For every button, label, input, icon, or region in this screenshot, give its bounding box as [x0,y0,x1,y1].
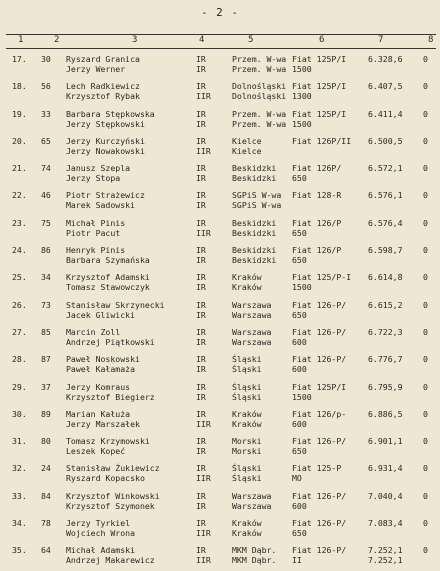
table-row [0,516,440,543]
driver-name: Ryszard Granica [66,54,140,64]
driver-class: IR [196,326,206,337]
driver-class: IR [196,518,206,529]
start-number: 56 [41,81,51,92]
co-driver-class: IR [196,64,206,74]
driver-class: IR [196,299,206,310]
co-driver-name: Jerzy Stopa [66,173,121,184]
position-number: 20. [12,135,27,146]
engine-capacity: 650 [292,255,307,266]
co-driver-name: Krzysztof Biegierz [66,391,155,402]
position-number: 25. [12,272,27,283]
car-model: Fiat 126-P/ [292,354,347,365]
start-number: 24 [41,463,51,474]
page-number: - 2 - [200,6,240,19]
table-row [0,543,440,570]
engine-capacity: MO [292,473,302,484]
position-number: 22. [12,190,27,201]
driver-class: IR [196,108,206,119]
driver-class: IR [196,135,206,146]
driver-name: Jerzy Kurczyński [66,135,145,146]
result-time: 7.083,4 [368,518,403,529]
car-model: Fiat 126-P/ [292,545,347,556]
co-driver-class: IIR [196,227,211,238]
results-table [0,52,440,571]
column-header-6: 6 [319,35,325,45]
driver-club: Śląski [232,381,262,392]
driver-name: Marian Kałuża [66,408,131,419]
co-driver-class: IR [196,309,206,320]
co-driver-club: Warszawa [232,500,272,511]
co-driver-club: Kielce [232,145,262,156]
result-time-secondary: 7.252,1 [368,555,403,566]
co-driver-class: IR [196,391,206,402]
driver-club: Przem. W-wa [232,108,287,119]
driver-name: Jerzy Komraus [66,381,131,392]
penalty-points: 0 [423,518,428,529]
co-driver-class: IR [196,336,206,347]
driver-class: IR [196,408,206,419]
driver-club: Przem. W-wa [232,54,287,64]
penalty-points: 0 [423,354,428,365]
co-driver-club: Warszawa [232,336,272,347]
engine-capacity: 1500 [292,282,312,293]
co-driver-name: Jerzy Marszałek [66,418,140,429]
engine-capacity: 650 [292,309,307,320]
driver-class: IR [196,490,206,501]
driver-club: Beskidzki [232,163,277,174]
result-time: 7.040,4 [368,490,403,501]
position-number: 31. [12,436,27,447]
co-driver-name: Andrzej Piątkowski [66,336,155,347]
driver-name: Piotr Strażewicz [66,190,145,201]
car-model: Fiat 125P/I [292,381,347,392]
start-number: 78 [41,518,51,529]
table-row [0,134,440,161]
start-number: 89 [41,408,51,419]
driver-club: Śląski [232,354,262,365]
table-row [0,407,440,434]
driver-class: IR [196,354,206,365]
column-header-row [6,34,436,49]
driver-name: Michał Pinis [66,217,126,228]
column-header-4: 4 [199,35,205,45]
driver-club: SGPiS W-wa [232,190,282,201]
driver-club: Beskidzki [232,217,277,228]
co-driver-club: Śląski [232,391,262,402]
column-header-5: 5 [248,35,254,45]
driver-club: Kraków [232,272,262,283]
result-time: 6.572,1 [368,163,403,174]
co-driver-club: Śląski [232,364,262,375]
co-driver-club: Beskidzki [232,255,277,266]
engine-capacity: 650 [292,173,307,184]
penalty-points: 0 [423,326,428,337]
co-driver-club: Morski [232,446,262,457]
position-number: 28. [12,354,27,365]
driver-name: Lech Radkiewicz [66,81,140,92]
driver-name: Stanisław Żukiewicz [66,463,160,474]
penalty-points: 0 [423,163,428,174]
co-driver-club: MKM Dąbr. [232,555,277,566]
position-number: 27. [12,326,27,337]
co-driver-class: IR [196,200,206,211]
table-row [0,489,440,516]
position-number: 32. [12,463,27,474]
co-driver-name: Barbara Szymańska [66,255,150,266]
table-row [0,79,440,106]
car-model: Fiat 126-P/ [292,299,347,310]
engine-capacity: 1500 [292,118,312,129]
start-number: 75 [41,217,51,228]
car-model: Fiat 126P/II [292,135,352,146]
start-number: 74 [41,163,51,174]
driver-class: IR [196,190,206,201]
driver-name: Paweł Noskowski [66,354,140,365]
co-driver-class: IR [196,446,206,457]
driver-club: Warszawa [232,299,272,310]
co-driver-class: IR [196,282,206,293]
co-driver-name: Krzysztof Rybak [66,91,140,102]
column-header-2: 2 [54,35,60,45]
engine-capacity: 600 [292,364,307,375]
co-driver-name: Jerzy Stępkowski [66,118,145,129]
start-number: 33 [41,108,51,119]
penalty-points: 0 [423,245,428,256]
penalty-points: 0 [423,490,428,501]
car-model: Fiat 125/P-I [292,272,352,283]
result-time: 6.722,3 [368,326,403,337]
engine-capacity: 1500 [292,64,312,74]
co-driver-class: IIR [196,555,211,566]
result-time: 6.886,5 [368,408,403,419]
position-number: 35. [12,545,27,556]
driver-name: Henryk Pinis [66,245,126,256]
start-number: 64 [41,545,51,556]
engine-capacity: 650 [292,446,307,457]
driver-name: Marcin Zoll [66,326,121,337]
start-number: 73 [41,299,51,310]
co-driver-name: Paweł Kałamaża [66,364,136,375]
start-number: 34 [41,272,51,283]
start-number: 37 [41,381,51,392]
table-row [0,434,440,461]
table-row [0,380,440,407]
car-model: Fiat 128-R [292,190,342,201]
car-model: Fiat 126P/ [292,163,342,174]
co-driver-name: Piotr Pacut [66,227,121,238]
driver-name: Jerzy Tyrkiel [66,518,131,529]
driver-name: Janusz Szepla [66,163,131,174]
engine-capacity: 600 [292,336,307,347]
car-model: Fiat 126-P/ [292,490,347,501]
engine-capacity: 1500 [292,391,312,402]
engine-capacity: 1300 [292,91,312,102]
driver-club: Kielce [232,135,262,146]
car-model: Fiat 126-P/ [292,326,347,337]
co-driver-name: Jacek Gliwicki [66,309,136,320]
position-number: 21. [12,163,27,174]
position-number: 19. [12,108,27,119]
driver-club: Beskidzki [232,245,277,256]
co-driver-name: Leszek Kopeć [66,446,126,457]
co-driver-club: Kraków [232,282,262,293]
driver-class: IR [196,272,206,283]
start-number: 46 [41,190,51,201]
co-driver-name: Jerzy Nowakowski [66,145,145,156]
penalty-points: 0 [423,272,428,283]
driver-class: IR [196,81,206,92]
driver-class: IR [196,436,206,447]
driver-class: IR [196,545,206,556]
penalty-points: 0 [423,54,428,64]
position-number: 30. [12,408,27,419]
position-number: 17. [12,54,27,64]
result-time: 6.328,6 [368,54,403,64]
driver-class: IR [196,54,206,64]
result-time: 6.598,7 [368,245,403,256]
penalty-points: 0 [423,135,428,146]
result-time: 6.615,2 [368,299,403,310]
table-row [0,188,440,215]
co-driver-club: Śląski [232,473,262,484]
co-driver-class: IIR [196,145,211,156]
result-time: 7.252,1 [368,545,403,556]
position-number: 18. [12,81,27,92]
driver-name: Tomasz Krzymowski [66,436,150,447]
co-driver-name: Wojciech Wrona [66,528,136,539]
co-driver-club: Przem. W-wa [232,64,287,74]
position-number: 29. [12,381,27,392]
penalty-points: 0 [423,190,428,201]
driver-name: Krzysztof Adamski [66,272,150,283]
result-time: 6.901,1 [368,436,403,447]
car-model: Fiat 126/P [292,217,342,228]
co-driver-name: Andrzej Makarewicz [66,555,155,566]
penalty-points: 0 [423,81,428,92]
co-driver-name: Krzysztof Szymonek [66,500,155,511]
co-driver-club: Kraków [232,418,262,429]
penalty-points: 0 [423,436,428,447]
result-time: 6.411,4 [368,108,403,119]
driver-class: IR [196,217,206,228]
position-number: 24. [12,245,27,256]
co-driver-class: IR [196,255,206,266]
start-number: 84 [41,490,51,501]
start-number: 86 [41,245,51,256]
table-row [0,216,440,243]
co-driver-name: Ryszard Kopacsko [66,473,145,484]
co-driver-club: Warszawa [232,309,272,320]
driver-class: IR [196,463,206,474]
start-number: 85 [41,326,51,337]
table-row [0,325,440,352]
penalty-points: 0 [423,545,428,556]
co-driver-class: IIR [196,473,211,484]
co-driver-class: IR [196,173,206,184]
car-model: Fiat 125P/I [292,54,347,64]
car-model: Fiat 126-P/ [292,518,347,529]
driver-name: Michał Adamski [66,545,136,556]
position-number: 34. [12,518,27,529]
table-row [0,270,440,297]
start-number: 65 [41,135,51,146]
driver-class: IR [196,245,206,256]
car-model: Fiat 126/P [292,245,342,256]
column-header-3: 3 [132,35,138,45]
column-header-7: 7 [378,35,384,45]
car-model: Fiat 126-P/ [292,436,347,447]
table-row [0,461,440,488]
co-driver-name: Marek Sadowski [66,200,136,211]
driver-class: IR [196,381,206,392]
result-time: 6.776,7 [368,354,403,365]
co-driver-name: Tomasz Stawowczyk [66,282,150,293]
result-time: 6.576,1 [368,190,403,201]
penalty-points: 0 [423,108,428,119]
penalty-points: 0 [423,381,428,392]
result-time: 6.576,4 [368,217,403,228]
driver-name: Stanisław Skrzynecki [66,299,165,310]
co-driver-club: Dolnośląski [232,91,287,102]
table-row [0,107,440,134]
co-driver-name: Jerzy Werner [66,64,126,74]
driver-club: Morski [232,436,262,447]
penalty-points: 0 [423,408,428,419]
position-number: 23. [12,217,27,228]
engine-capacity: 600 [292,418,307,429]
result-time: 6.795,9 [368,381,403,392]
column-header-8: 8 [428,35,434,45]
penalty-points: 0 [423,217,428,228]
penalty-points: 0 [423,299,428,310]
result-time: 6.500,5 [368,135,403,146]
co-driver-class: IIR [196,528,211,539]
co-driver-class: IR [196,364,206,375]
co-driver-club: Kraków [232,528,262,539]
result-time: 6.407,5 [368,81,403,92]
driver-club: Warszawa [232,326,272,337]
start-number: 30 [41,54,51,64]
result-time: 6.614,8 [368,272,403,283]
penalty-points: 0 [423,463,428,474]
engine-capacity: II [292,555,302,566]
car-model: Fiat 126/p- [292,408,347,419]
co-driver-class: IR [196,500,206,511]
car-model: Fiat 125P/I [292,108,347,119]
engine-capacity: 600 [292,500,307,511]
start-number: 80 [41,436,51,447]
position-number: 33. [12,490,27,501]
column-header-1: 1 [18,35,24,45]
table-row [0,52,440,79]
driver-club: Kraków [232,408,262,419]
driver-name: Krzysztof Winkowski [66,490,160,501]
table-row [0,352,440,379]
driver-club: Warszawa [232,490,272,501]
driver-name: Barbara Stępkowska [66,108,155,119]
co-driver-class: IR [196,118,206,129]
co-driver-class: IIR [196,91,211,102]
engine-capacity: 650 [292,227,307,238]
co-driver-club: SGPiS W-wa [232,200,282,211]
position-number: 26. [12,299,27,310]
driver-club: MKM Dąbr. [232,545,277,556]
engine-capacity: 650 [292,528,307,539]
co-driver-class: IIR [196,418,211,429]
driver-club: Kraków [232,518,262,529]
driver-class: IR [196,163,206,174]
driver-club: Śląski [232,463,262,474]
co-driver-club: Przem. W-wa [232,118,287,129]
result-time: 6.931,4 [368,463,403,474]
car-model: Fiat 125P/I [292,81,347,92]
co-driver-club: Beskidzki [232,227,277,238]
co-driver-club: Beskidzki [232,173,277,184]
table-row [0,161,440,188]
driver-club: Dolnośląski [232,81,287,92]
table-row [0,298,440,325]
start-number: 87 [41,354,51,365]
table-row [0,243,440,270]
car-model: Fiat 125-P [292,463,342,474]
